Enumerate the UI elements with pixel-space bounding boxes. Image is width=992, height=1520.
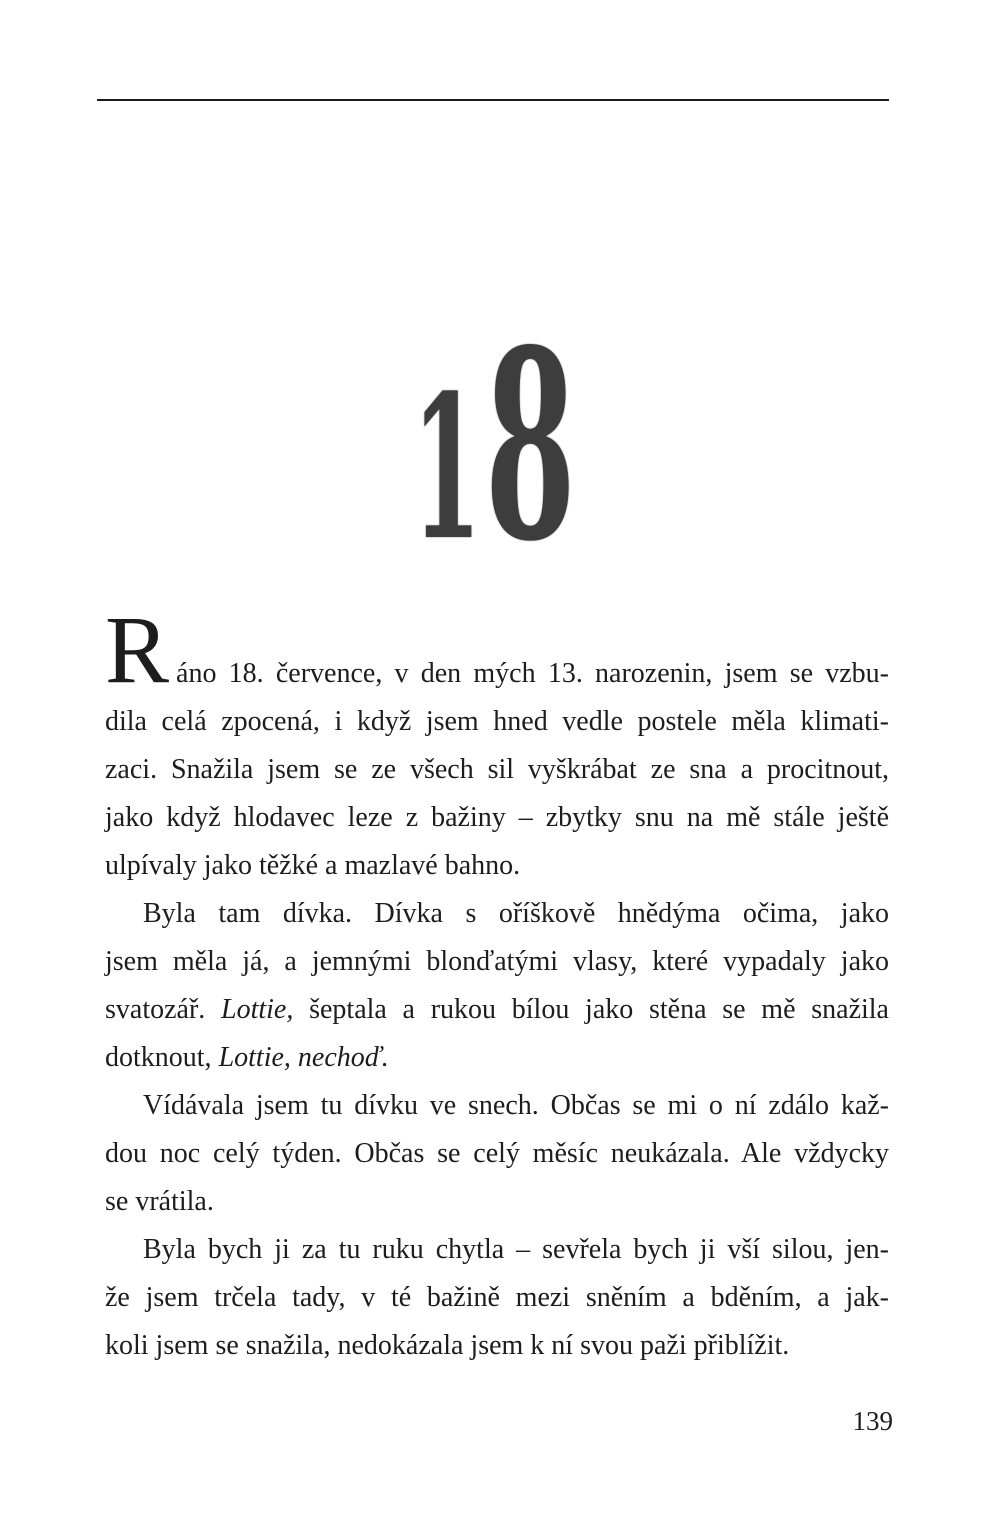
text-line [105, 1178, 889, 1226]
paragraph [105, 1226, 889, 1370]
text-line [105, 1226, 889, 1274]
text-line [105, 794, 889, 842]
text-line [105, 746, 889, 794]
text-segment: se vrátila. [105, 1186, 214, 1217]
text-line [105, 938, 889, 986]
text-segment: že jsem trčela tady, v té bažině mezi sněním a bděním, a jak- [105, 1282, 889, 1313]
text-line [105, 842, 889, 890]
text-segment: koli jsem se snažila, nedokázala jsem k ní svou paži přiblížit. [105, 1330, 790, 1361]
text-segment: Byla bych ji za tu ruku chytla – sevřela bych ji vší silou, jen- [143, 1234, 889, 1265]
paragraph [105, 1082, 889, 1226]
page-number: 139 [852, 1406, 893, 1436]
text-segment: zaci. Snažila jsem se ze všech sil vyškrábat ze sna a procitnout, [105, 754, 889, 785]
text-segment: svatozář. [105, 994, 222, 1025]
text-segment: dila celá zpocená, i když jsem hned vedle postele měla klimati- [105, 706, 889, 737]
chapter-digit: 8 [485, 294, 580, 599]
header-rule [97, 99, 889, 101]
chapter-digit: 1 [412, 351, 486, 584]
text-segment: Byla tam dívka. Dívka s oříškově hnědýma očima, jako [143, 898, 889, 929]
body-text [105, 596, 889, 1370]
paragraph [105, 596, 889, 890]
text-segment: dou noc celý týden. Občas se celý měsíc neukázala. Ale vždycky [105, 1138, 889, 1169]
text-segment: šeptala a rukou bílou jako stěna se mě snažila [293, 994, 889, 1025]
text-segment: jako když hlodavec leze z bažiny – zbytky snu na mě stále ještě [105, 802, 889, 833]
text-segment: áno 18. července, v den mých 13. narozenin, jsem se vzbu- [176, 658, 889, 689]
chapter-number [248, 294, 744, 599]
text-segment: dotknout, [105, 1042, 219, 1073]
italic-text: Lottie, [221, 994, 294, 1025]
text-line [105, 698, 889, 746]
text-line [105, 986, 889, 1034]
text-segment: jsem měla já, a jemnými blonďatými vlasy, které vypadaly jako [105, 946, 889, 977]
text-line [105, 1034, 889, 1082]
text-segment: ulpívaly jako těžké a mazlavé bahno. [105, 850, 521, 881]
text-line [105, 1082, 889, 1130]
italic-text: Lottie, nechoď. [218, 1042, 389, 1073]
text-line [105, 1274, 889, 1322]
text-segment: Vídávala jsem tu dívku ve snech. Občas se mi o ní zdálo kaž- [143, 1090, 889, 1121]
paragraph [105, 890, 889, 1082]
text-line [105, 890, 889, 938]
text-line [105, 1130, 889, 1178]
text-line [105, 596, 889, 703]
text-line [105, 1322, 889, 1370]
drop-cap: R [105, 596, 170, 703]
